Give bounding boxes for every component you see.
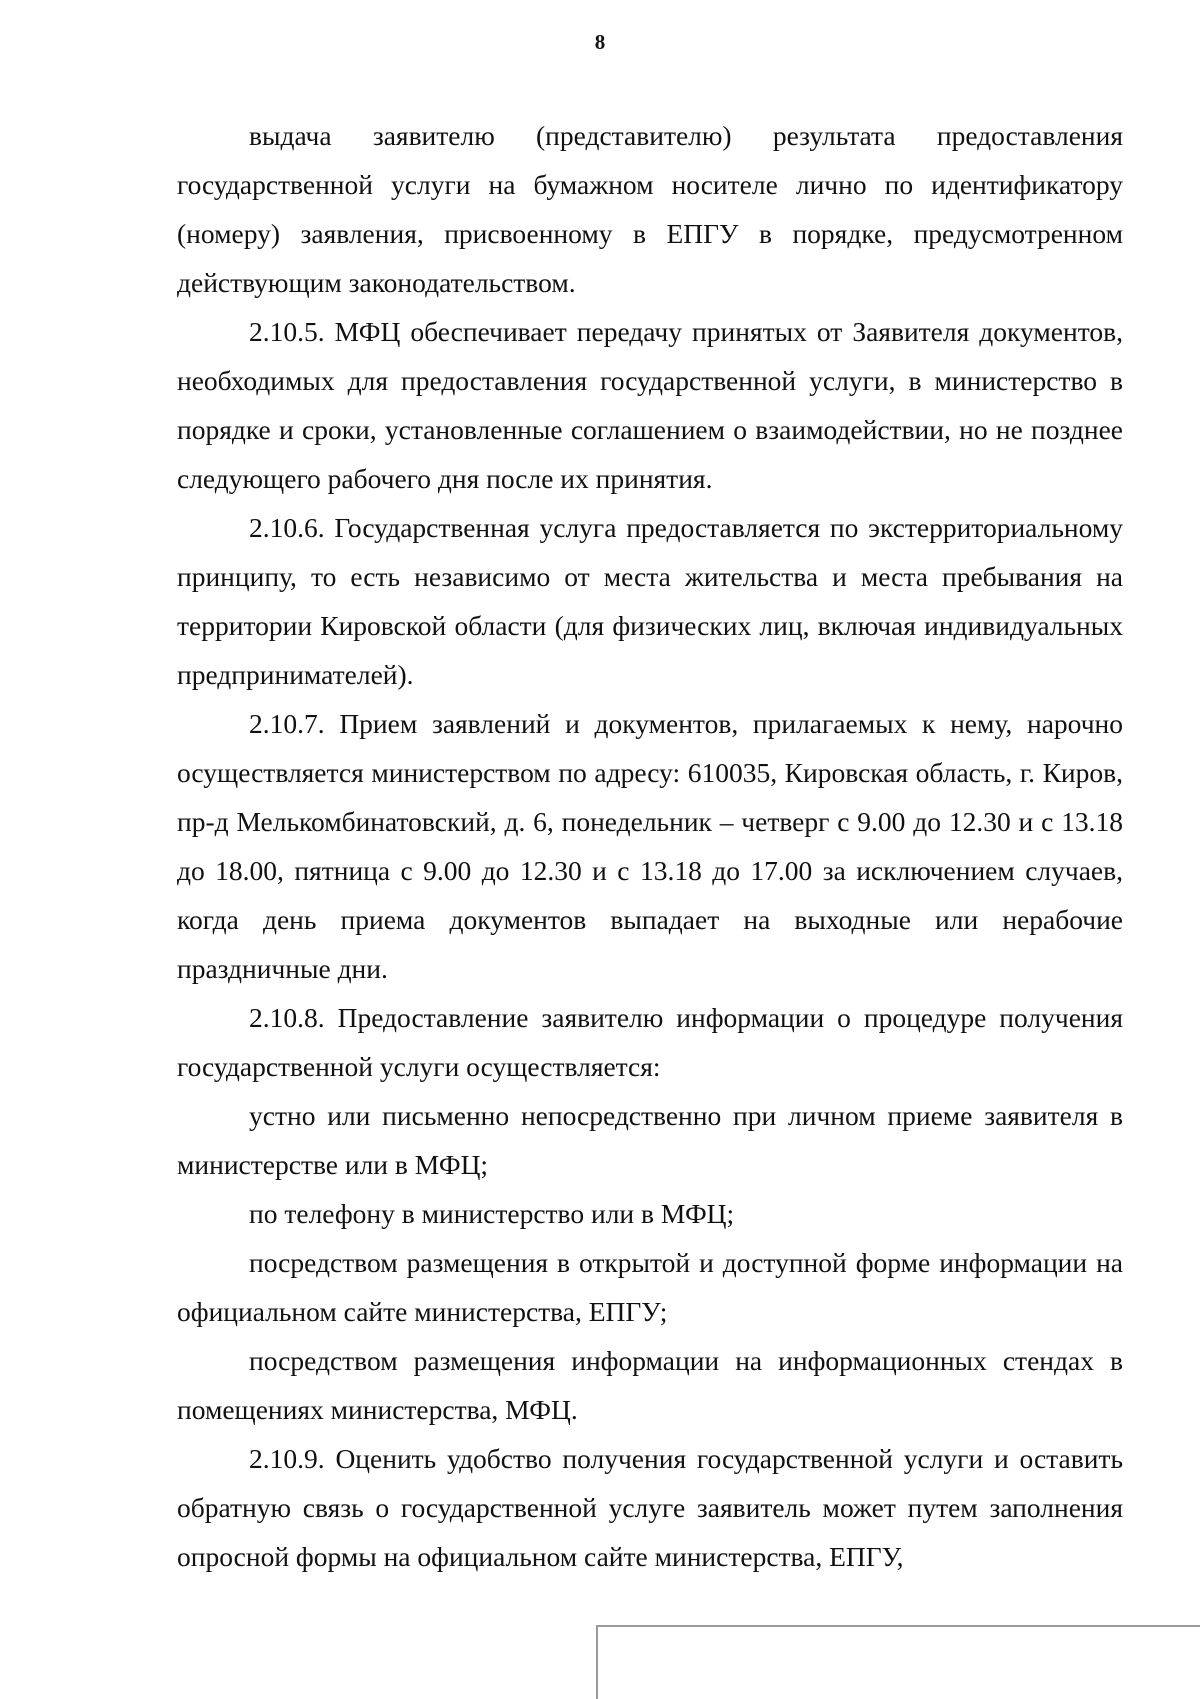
page-number: 8 [594, 30, 606, 54]
paragraph-2-10-5: 2.10.5. МФЦ обеспечивает передачу принятых от Заявителя документов, необходимых для предоставления государственной услуги, в министерство в порядке и сроки, установленные соглашением о взаимодействии, но не позднее следующего рабочего дня после их принятия. [177, 316, 1123, 494]
paragraph-2-10-7: 2.10.7. Прием заявлений и документов, прилагаемых к нему, нарочно осуществляется министерством по адресу: 610035, Кировская область, г. Киров, пр-д Мелькомбинатовский, д. 6, понедельник – четверг с 9.00 до 12.30 и с 13.18 до 18.00, пятница с 9.00 до 12.30 и с 13.18 до 17.00 за исключением случаев, когда день приема документов выпадает на выходные или нерабочие праздничные дни. [177, 708, 1123, 984]
paragraph-2-10-6: 2.10.6. Государственная услуга предоставляется по экстерриториальному принципу, то есть независимо от места жительства и места пребывания на территории Кировской области (для физических лиц, включая индивидуальных предпринимателей). [177, 512, 1123, 690]
paragraph-result-delivery: выдача заявителю (представителю) результата предоставления государственной услуги на бумажном носителе лично по идентификатору (номеру) заявления, присвоенному в ЕПГУ в порядке, предусмотренном действующим законодательством. [177, 120, 1123, 298]
document-body [177, 111, 1123, 1581]
paragraph-info-phone: по телефону в министерство или в МФЦ; [249, 1198, 735, 1229]
paragraph-info-website: посредством размещения в открытой и доступной форме информации на официальном сайте министерства, ЕПГУ; [177, 1247, 1123, 1327]
paragraph-2-10-9: 2.10.9. Оценить удобство получения государственной услуги и оставить обратную связь о государственной услуге заявитель может путем заполнения опросной формы на официальном сайте министерства, ЕПГУ, [177, 1443, 1123, 1572]
paragraph-2-10-8: 2.10.8. Предоставление заявителю информации о процедуре получения государственной услуги осуществляется: [177, 1002, 1123, 1082]
paragraph-info-stands: посредством размещения информации на информационных стендах в помещениях министерства, МФЦ. [177, 1345, 1123, 1425]
paragraph-info-in-person: устно или письменно непосредственно при личном приеме заявителя в министерстве или в МФЦ; [177, 1100, 1123, 1180]
scan-edge-mark [596, 1625, 1200, 1699]
